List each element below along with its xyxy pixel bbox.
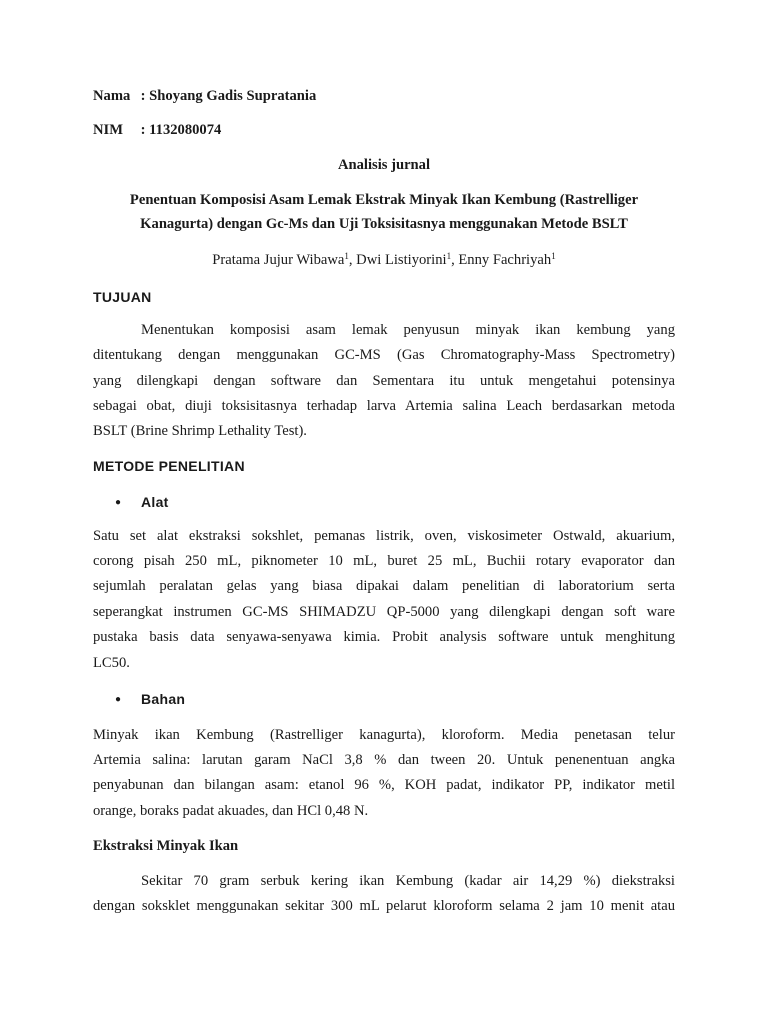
tujuan-paragraph-line: ditentukang dengan menggunakan GC-MS (Gas Chromatography-Mass Spectrometry): [93, 347, 675, 363]
tujuan-paragraph-line: BSLT (Brine Shrimp Lethality Test).: [93, 423, 307, 439]
nim-row: [93, 122, 221, 139]
tujuan-paragraph-line: sebagai obat, diuji toksisitasnya terhadap larva Artemia salina Leach berdasarkan metoda: [93, 398, 675, 414]
bahan-paragraph-line: Minyak ikan Kembung (Rastrelliger kanagurta), kloroform. Media penetasan telur: [93, 727, 675, 743]
bahan-paragraph-line: orange, boraks padat akuades, dan HCl 0,48 N.: [93, 803, 369, 819]
author-list: Pratama Jujur Wibawa$^1$, Dwi Listiyorini$^1$, Enny Fachriyah$^1$: [212, 251, 556, 268]
alat-paragraph-line: pustaka basis data senyawa-senyawa kimia. Probit analysis software untuk menghitung: [93, 629, 675, 645]
name-label: Nama: [93, 88, 131, 104]
author-name: Enny Fachriyah: [458, 252, 552, 268]
bahan-bullet: [115, 691, 185, 709]
ekstraksi-paragraph-line: dengan soksklet menggunakan sekitar 300 mL pelarut kloroform selama 2 jam 10 menit atau: [93, 898, 675, 914]
author-affiliation: 1: [344, 251, 349, 261]
alat-paragraph-line: LC50.: [93, 655, 130, 671]
journal-title-line-2: Kanagurta) dengan Gc-Ms dan Uji Toksisitasnya menggunakan Metode BSLT: [140, 216, 628, 232]
bahan-label: Bahan: [141, 691, 186, 707]
bahan-paragraph-line: Artemia salina: larutan garam NaCl 3,8 % dan tween 20. Untuk penenentuan angka: [93, 752, 675, 768]
alat-paragraph-line: sejumlah peralatan gelas yang biasa dipakai dalam penelitian di laboratorium serta: [93, 578, 675, 594]
metode-heading: METODE PENELITIAN: [93, 458, 245, 474]
journal-title-line-1: Penentuan Komposisi Asam Lemak Ekstrak Minyak Ikan Kembung (Rastrelliger: [129, 192, 639, 208]
ekstraksi-heading: Ekstraksi Minyak Ikan: [93, 838, 239, 854]
tujuan-paragraph-line: Menentukan komposisi asam lemak penyusun minyak ikan kembung yang: [141, 322, 675, 338]
tujuan-paragraph-line: yang dilengkapi dengan software dan Sementara itu untuk mengetahui potensinya: [93, 373, 675, 389]
nim-label: NIM: [93, 122, 123, 138]
bahan-paragraph-line: penyabunan dan bilangan asam: etanol 96 %, KOH padat, indikator PP, indikator metil: [93, 777, 675, 793]
alat-paragraph-line: seperangkat instrumen GC-MS SHIMADZU QP-5000 yang dilengkapi dengan soft ware: [93, 604, 675, 620]
author-affiliation: 1: [446, 251, 452, 261]
alat-paragraph-line: corong pisah 250 mL, piknometer 10 mL, buret 25 mL, Buchii rotary evaporator dan: [93, 553, 675, 569]
author-name: Dwi Listiyorini: [356, 252, 447, 268]
analysis-heading: Analisis jurnal: [337, 157, 431, 173]
alat-label: Alat: [141, 494, 169, 510]
author-name: Pratama Jujur Wibawa: [212, 252, 345, 268]
nim-value: : 1132080074: [140, 122, 222, 138]
author-affiliation: 1: [551, 251, 556, 261]
tujuan-heading: TUJUAN: [93, 289, 152, 305]
bullet-dot-icon: ●: [115, 694, 122, 705]
name-row: [93, 88, 316, 105]
name-value: : Shoyang Gadis Supratania: [140, 88, 317, 104]
bullet-dot-icon: ●: [115, 497, 122, 508]
alat-paragraph-line: Satu set alat ekstraksi sokshlet, pemanas listrik, oven, viskosimeter Ostwald, akuarium,: [93, 528, 675, 544]
alat-bullet: [115, 494, 169, 512]
ekstraksi-paragraph-line: Sekitar 70 gram serbuk kering ikan Kembung (kadar air 14,29 %) diekstraksi: [141, 873, 675, 889]
